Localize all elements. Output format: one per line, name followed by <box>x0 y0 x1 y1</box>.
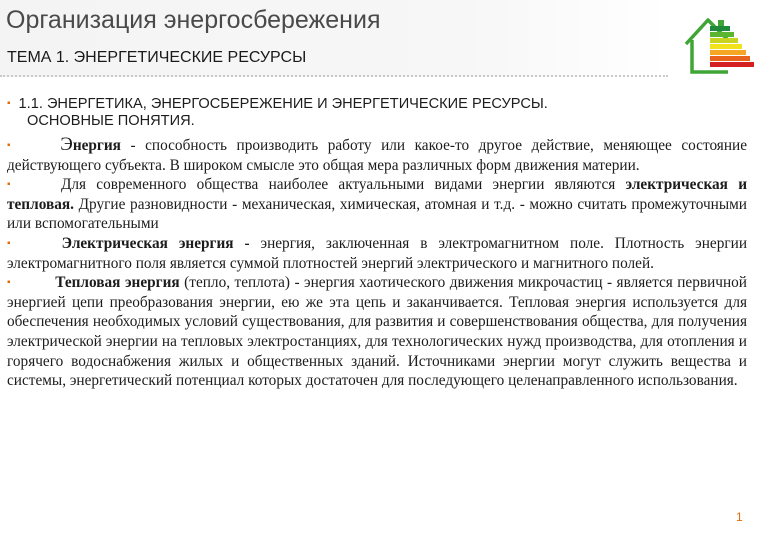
slide-subtitle: ТЕМА 1. ЭНЕРГЕТИЧЕСКИЕ РЕСУРСЫ <box>7 49 307 66</box>
page-number: 1 <box>736 510 743 524</box>
bullet-icon: ▪ <box>7 179 17 191</box>
slide-header <box>0 0 668 77</box>
energy-bar <box>710 32 734 37</box>
energy-types-text-2: Другие разновидности - механическая, химическая, атомная и т.д. - можно считать промежуточными или вспомогательными <box>7 195 747 233</box>
heading-line-1: 1.1. ЭНЕРГЕТИКА, ЭНЕРГОСБЕРЕЖЕНИЕ И ЭНЕРГЕТИЧЕСКИЕ РЕСУРСЫ. <box>18 96 548 112</box>
energy-house-icon <box>682 12 762 74</box>
energy-bar <box>710 38 738 43</box>
bullet-icon: ▪ <box>7 277 12 289</box>
section-heading <box>7 95 747 130</box>
energy-types-bold: электрическая и тепловая. <box>7 176 748 213</box>
bullet-icon: ▪ <box>7 140 17 151</box>
energy-bar <box>710 56 750 61</box>
definition-energy: - способность производить работу или какое-то другое действие, меняющее состояние действующего субъекта. В широком смысле это общая мера различных форм движения материи. <box>7 137 748 174</box>
paragraph-energy <box>7 135 747 175</box>
paragraph-thermal-energy <box>7 273 747 391</box>
paragraph-energy-types <box>7 175 747 234</box>
energy-rating-bars <box>710 26 754 67</box>
term-thermal-energy: Тепловая энергия <box>55 274 180 292</box>
paragraph-electric-energy <box>7 234 747 273</box>
definition-electric-energy: энергия, заключенная в электромагнитном поле. Плотность энергии электромагнитного поля является суммой плотностей энергий электрического и магнитного полей. <box>7 234 748 272</box>
slide-title: Организация энергосбережения <box>6 6 381 34</box>
energy-bar <box>710 26 730 31</box>
energy-bar <box>710 50 746 55</box>
slide-content <box>7 95 747 391</box>
energy-bar <box>710 44 742 49</box>
heading-line-2: ОСНОВНЫЕ ПОНЯТИЯ. <box>27 113 195 129</box>
term-electric-energy: Электрическая энергия - <box>61 234 250 252</box>
drop-letter: Э <box>60 134 73 155</box>
bullet-icon: ▪ <box>7 98 11 109</box>
definition-thermal-energy: (тепло, теплота) - энергия хаотического движения микрочастиц - является первичной энергией цепи преобразования энергии, ею же эта цепь и заканчивается. Тепловая энергия используется для обеспечения необходимых условий существования, для развития и совершенствования общества, для получения электрической энергии на тепловых электростанциях, для технологических нужд производства, для отопления и горячего водоснабжения жилых и общественных зданий. Источниками энергии могут служить вещества и системы, энергетический потенциал которых достаточен для последующего целенаправленного использования. <box>7 274 747 390</box>
energy-bar <box>710 62 754 67</box>
term-energy: нергия <box>72 137 121 154</box>
bullet-icon: ▪ <box>7 237 18 249</box>
energy-types-text-1: Для современного общества наиболее актуальными видами энергии являются <box>60 176 626 194</box>
